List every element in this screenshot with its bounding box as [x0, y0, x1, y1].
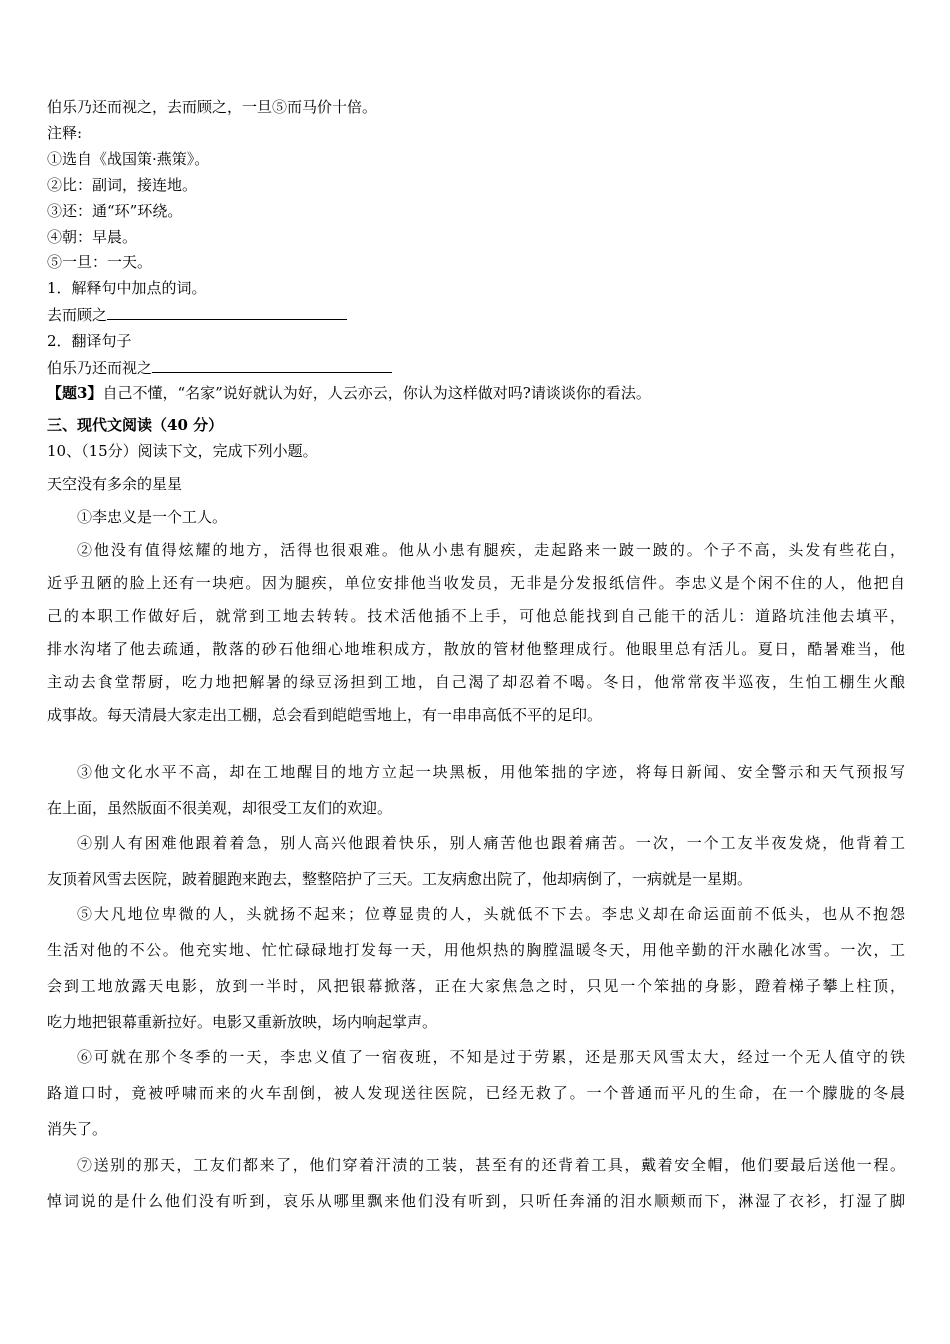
paragraph-line: ③他文化水平不高，却在工地醒目的地方立起一块黑板，用他笨拙的字迹，将每日新闻、安全警示和天气预报写: [77, 763, 905, 781]
classical-line: 伯乐乃还而视之，去而顾之，一旦⑤而马价十倍。: [47, 98, 378, 116]
paragraph-7: [47, 1156, 905, 1210]
note-5: ⑤一旦：一天。: [47, 253, 153, 271]
paragraph-line: 友顶着风雪去医院，跛着腿跑来跑去，整整陪护了三天。工友病愈出院了，他却病倒了，一病就是一星期。: [47, 870, 753, 888]
question-3: [47, 384, 651, 402]
note-4: ④朝：早晨。: [47, 228, 138, 246]
paragraph-line: 消失了。: [47, 1120, 108, 1138]
question-2-sentence: 伯乐乃还而视之: [47, 359, 153, 377]
paragraph-line: ②他没有值得炫耀的地方，活得也很艰难。他从小患有腿疾，走起路来一跛一跛的。个子不高，头发有些花白，: [77, 541, 905, 559]
paragraph-line: 吃力地把银幕重新拉好。电影又重新放映，场内响起掌声。: [47, 1013, 438, 1031]
question-1-item: [47, 305, 347, 324]
paragraph-line: ④别人有困难他跟着着急，别人高兴他跟着快乐，别人痛苦他也跟着痛苦。一次，一个工友半夜发烧，他背着工: [77, 834, 905, 852]
paragraph-line: 悼词说的是什么他们没有听到，哀乐从哪里飘来他们没有听到，只听任奔涌的泪水顺颊而下，淋湿了衣衫，打湿了脚: [47, 1192, 905, 1210]
question-10: 10、（15分）阅读下文，完成下列小题。: [47, 442, 318, 460]
notes-label: 注释:: [47, 124, 83, 142]
paragraph-line: 路道口时，竟被呼啸而来的火车刮倒，被人发现送往医院，已经无救了。一个普通而平凡的生命，在一个朦胧的冬晨: [47, 1084, 905, 1102]
paragraph-line: 生活对他的不公。他充实地、忙忙碌碌地打发每一天，用他炽热的胸膛温暖冬天，用他辛勤的汗水融化冰雪。一次，工: [47, 941, 905, 959]
paragraph-line: 在上面，虽然版面不很美观，却很受工友们的欢迎。: [47, 799, 393, 817]
answer-blank-2[interactable]: [152, 358, 392, 373]
article-title: 天空没有多余的星星: [47, 475, 183, 493]
paragraph-line: 主动去食堂帮厨，吃力地把解暑的绿豆汤担到工地，自己渴了却忍着不喝。冬日，他常常夜半巡夜，生怕工棚生火酿: [47, 673, 905, 691]
paragraph-1: [47, 508, 905, 526]
paragraph-3: [47, 763, 905, 817]
paragraph-line: 排水沟堵了他去疏通，散落的砂石他细心地堆积成方，散放的管材他整理成行。他眼里总有活儿。夏日，酷暑难当，他: [47, 640, 905, 658]
paragraph-5: [47, 905, 905, 1031]
paragraph-line: 成事故。每天清晨大家走出工棚，总会看到皑皑雪地上，有一串串高低不平的足印。: [47, 706, 603, 724]
paragraph-line: ⑦送别的那天，工友们都来了，他们穿着汗渍的工装，甚至有的还背着工具，戴着安全帽，他们要最后送他一程。: [77, 1156, 905, 1174]
paragraph-line: 会到工地放露天电影，放到一半时，风把银幕掀落，正在大家焦急之时，只见一个笨拙的身影，蹬着梯子攀上柱顶，: [47, 977, 905, 995]
paragraph-line: 己的本职工作做好后，就常到工地去转转。技术活他插不上手，可他总能找到自己能干的活儿：道路坑洼他去填平，: [47, 607, 905, 625]
paragraph-4: [47, 834, 905, 888]
note-2: ②比：副词，接连地。: [47, 176, 198, 194]
paragraph-line: 近乎丑陋的脸上还有一块疤。因为腿疾，单位安排他当收发员，无非是分发报纸信件。李忠义是个闲不住的人，他把自: [47, 574, 905, 592]
paragraph-6: [47, 1048, 905, 1138]
note-1: ①选自《战国策·燕策》。: [47, 150, 210, 168]
paragraph-line: ⑥可就在那个冬季的一天，李忠义值了一宿夜班，不知是过于劳累，还是那天风雪太大，经过一个无人值守的铁: [77, 1048, 905, 1066]
note-3: ③还：通“环”环绕。: [47, 202, 183, 220]
paragraph-line: ⑤大凡地位卑微的人，头就扬不起来；位尊显贵的人，头就低不下去。李忠义却在命运面前不低头，也从不抱怨: [77, 905, 905, 923]
paragraph-line: ①李忠义是一个工人。: [77, 508, 228, 526]
question-2-item: [47, 358, 392, 377]
question-1: 1．解释句中加点的词。: [47, 279, 207, 297]
question-2: 2．翻译句子: [47, 332, 132, 350]
question-1-phrase: 去而顾之: [47, 306, 108, 324]
paragraph-2: [47, 541, 905, 724]
section-heading: 三、现代文阅读（40 分）: [47, 416, 224, 434]
answer-blank-1[interactable]: [107, 305, 347, 320]
question-3-tag: 【题3】: [47, 384, 103, 402]
question-3-text: 自己不懂，“名家”说好就认为好，人云亦云，你认为这样做对吗?请谈谈你的看法。: [102, 384, 651, 402]
